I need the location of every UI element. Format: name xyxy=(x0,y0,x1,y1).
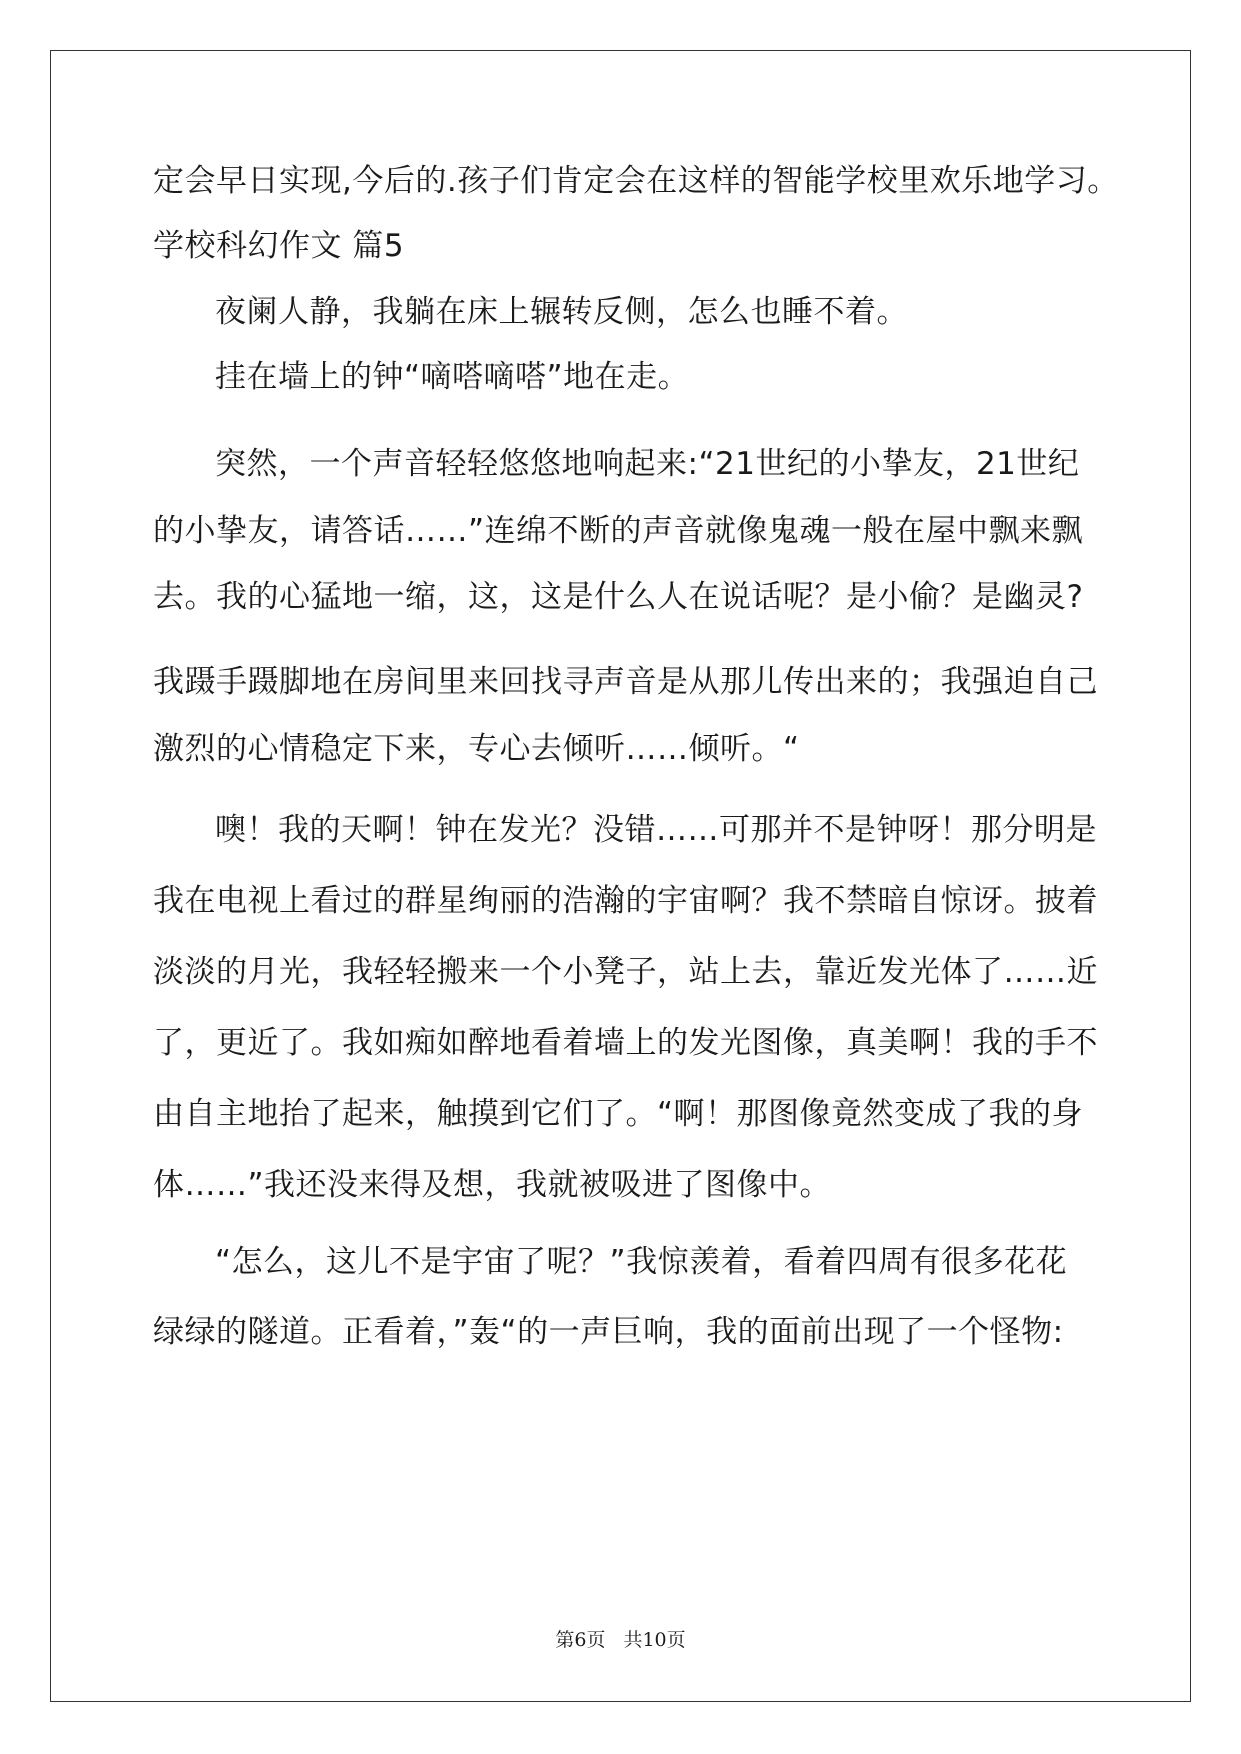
paragraph-line: 了，更近了。我如痴如醉地看着墙上的发光图像，真美啊！我的手不 xyxy=(153,1025,1098,1061)
paragraph-line: 夜阑人静，我躺在床上辗转反侧，怎么也睡不着。 xyxy=(215,294,908,330)
page-footer xyxy=(0,1628,1241,1652)
text-line: 定会早日实现,今后的.孩子们肯定会在这样的智能学校里欢乐地学习。 xyxy=(153,163,1119,199)
page-number-current: 第6页 xyxy=(555,1629,606,1651)
paragraph-line: 的小挚友，请答话……”连绵不断的声音就像鬼魂一般在屋中飘来飘 xyxy=(153,513,1084,549)
paragraph-line: 突然，一个声音轻轻悠悠地响起来:“21世纪的小挚友，21世纪 xyxy=(215,446,1080,482)
page-number-total: 共10页 xyxy=(623,1629,686,1651)
section-heading: 学校科幻作文 篇5 xyxy=(153,228,405,264)
paragraph-line: 挂在墙上的钟“嘀嗒嘀嗒”地在走。 xyxy=(215,359,690,395)
paragraph-line: 我在电视上看过的群星绚丽的浩瀚的宇宙啊？我不禁暗自惊讶。披着 xyxy=(153,883,1098,919)
paragraph-line: 淡淡的月光，我轻轻搬来一个小凳子，站上去，靠近发光体了……近 xyxy=(153,954,1098,990)
paragraph-line: 绿绿的隧道。正看着，”轰“的一声巨响，我的面前出现了一个怪物: xyxy=(153,1314,1064,1350)
paragraph-line: 去。我的心猛地一缩，这，这是什么人在说话呢？是小偷？是幽灵? xyxy=(153,579,1084,615)
paragraph-line: 体……”我还没来得及想，我就被吸进了图像中。 xyxy=(153,1167,832,1203)
paragraph-line: 噢！我的天啊！钟在发光？没错……可那并不是钟呀！那分明是 xyxy=(215,812,1097,848)
paragraph-line: 激烈的心情稳定下来，专心去倾听……倾听。“ xyxy=(153,731,800,767)
paragraph-line: 我蹑手蹑脚地在房间里来回找寻声音是从那儿传出来的；我强迫自己 xyxy=(153,664,1098,700)
paragraph-line: 由自主地抬了起来，触摸到它们了。“啊！那图像竟然变成了我的身 xyxy=(153,1096,1084,1132)
paragraph-line: “怎么，这儿不是宇宙了呢？”我惊羡着，看着四周有很多花花 xyxy=(215,1244,1068,1280)
